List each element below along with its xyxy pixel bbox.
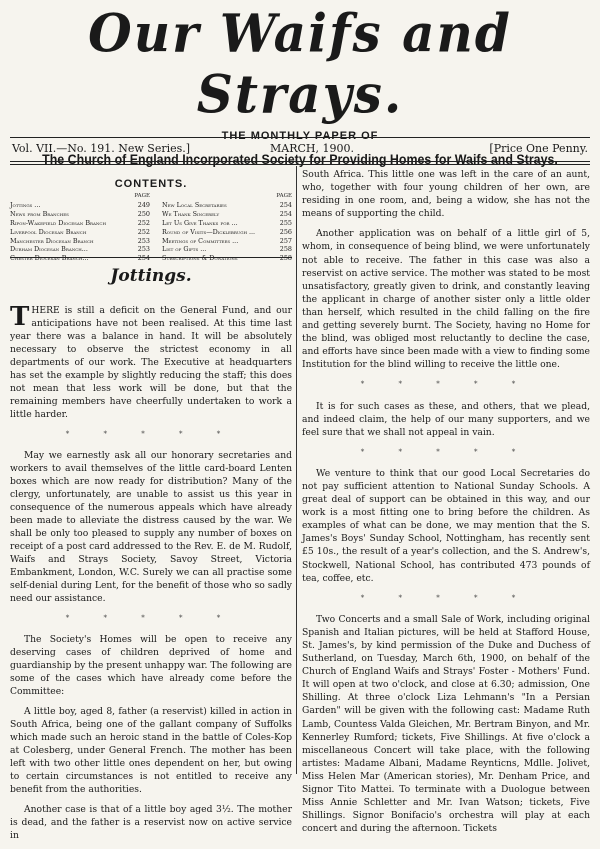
toc-entry: Liverpool Diocesan Branch 252 [10, 227, 150, 236]
toc-entry: Subscriptions & Donations 258 [162, 254, 292, 263]
jottings-title: Jottings. [110, 266, 192, 286]
section-separator: * * * * * [65, 614, 237, 622]
contents-rule [10, 257, 292, 258]
paragraph: Another case is that of a little boy aged 3½. The mother is dead, and the father is a reservist now on active service in [10, 804, 292, 841]
paragraph: South Africa. This little one was left in the care of an aunt, who, together with four young children of her own, are residing in one room, and, being a widow, she has not the means of supporting the child. [302, 169, 590, 220]
issue-rule-top [10, 161, 590, 162]
toc-entry: Round of Visits—Dicklebrugh ... 256 [162, 227, 292, 236]
toc-entry: Durham Diocesan Branch... 253 [10, 245, 150, 254]
left-column-body [10, 304, 292, 849]
toc-entry: Let Us Give Thanks for ... 255 [162, 218, 292, 227]
masthead-title: Our Waifs and Strays. [88, 2, 512, 125]
section-separator: * * * * * [360, 593, 532, 602]
paragraph: We venture to think that our good Local Secretaries do not pay sufficient attention to National Sunday Schools. A great deal of support can be obtained in this way, and our work is a most fitting one to bring before the children. As examples of what can be done, we may mention that the S. James's Boys' Sunday School, Nottingham, has recently sent £5 10s., the result of a year's collection, and the S. Andrew's, Stockwell, National School, has contributed 473 pounds of tea, coffee, etc. [302, 467, 590, 584]
issue-line [12, 142, 588, 160]
paragraph: The Society's Homes will be open to receive any deserving cases of children deprived of home and guardianship by the present unhappy war. The following are some of the cases which have already come before the Committee: [10, 634, 292, 697]
toc-entry: List of Gifts ... 258 [162, 245, 292, 254]
contents-left-column [10, 192, 150, 263]
toc-entry: News from Branches 250 [10, 209, 150, 218]
column-divider [296, 166, 297, 774]
issue-rule-bottom [10, 164, 590, 165]
section-separator: * * * * * [360, 447, 532, 456]
section-separator: * * * * * [360, 380, 532, 389]
toc-entry: Meetings of Committees ... 257 [162, 236, 292, 245]
section-separator: * * * * * [65, 430, 237, 438]
masthead-rule [10, 137, 590, 138]
toc-page-header: PAGE [134, 193, 150, 199]
toc-entry: New Local Secretaries 254 [162, 200, 292, 209]
contents-right-column [162, 192, 292, 263]
paragraph: Two Concerts and a small Sale of Work, including original Spanish and Italian pictures, will be held at Stafford House, St. James's, by kind permission of the Duke and Duchess of Sutherland, on Tuesday, March 6th, 1900, on behalf of the Church of England Waifs and Strays' Foster - Mothers' Fund. It will open at two o'clock, and close at 6.30; admission, One Shilling. At three o'clock Liza Lehmann's "In a Persian Garden" will be given with the following cast: Madame Ruth Lamb, Countess Valda Gleichen, Mr. Bertram Binyon, and Mr. Kennerley Rumford; tickets, Five Shillings. At five o'clock a miscellaneous Concert will take place, with the following artistes: Madame Albani, Madame Reynticns, Mdlle. Jolivet, Miss Helen Mar (American stories), Mr. Denham Price, and Signor Tito Mattei. To terminate with a Duologue between Miss Annie Schletter and Mr. Ivan Watson; tickets, Five Shillings. Signor Bonifacio's orchestra will play at each concert and during the afternoon. Tickets [302, 613, 590, 835]
masthead-organization: The Church of England Incorporated Society for Providing Homes for Waifs and Strays. [42, 152, 558, 167]
paragraph: May we earnestly ask all our honorary secretaries and workers to avail themselves of the little card-board Lenten boxes which are now ready for distribution? Many of the clergy, unfortunately, are unable to assist us this year in consequence of the numerous appeals which have already been made to alleviate the distress caused by the war. We shall be only too pleased to supply any number of boxes on receipt of a post card addressed to the Rev. E. de M. Rudolf, Waifs and Strays Society, Savoy Street, Victoria Embankment, London, W.C. Surely we can all practise some self-denial during Lent, for the benefit of those who so sadly need our assistance. [10, 450, 292, 604]
issue-volume: Vol. VII.—No. 191. New Series.] [12, 142, 191, 155]
contents-box [10, 166, 292, 263]
issue-date: MARCH, 1900. [270, 142, 354, 155]
toc-entry: Chester Diocesan Branch... 254 [10, 254, 150, 263]
drop-cap: T [10, 302, 30, 332]
toc-entry: Ripon-Wakefield Diocesan Branch 252 [10, 218, 150, 227]
toc-page-header: PAGE [276, 193, 292, 199]
toc-entry: We Thank Sincerely 254 [162, 209, 292, 218]
paragraph: Another application was on behalf of a little girl of 5, whom, in consequence of being blind, we were unfortunately not able to receive. The father in this case was also a reservist on active service. The mother was stated to be most unsatisfactory, greatly given to drink, and constantly leaving the applicant in charge of another sister only a little older than herself, which resulted in the child falling on the fire and getting severely burnt. The Society, having no Home for the blind, was obliged most reluctantly to decline the case, and efforts have since been made with a view to finding some Institution for the blind willing to receive the little one. [302, 228, 590, 371]
contents-title: CONTENTS. [114, 178, 188, 190]
toc-entry: Jottings ... 249 [10, 200, 150, 209]
paragraph: THERE is still a deficit on the General Fund, and our anticipations have not been realised. At this time last year there was a balance in hand. It will be absolutely necessary to observe the strictest economy in all departments of our work. The Executive at headquarters has set the example by slightly reducing the staff; this does not mean that less work will be done, but that the remaining members have cheerfully undertaken to work a little harder. [10, 302, 292, 420]
paragraph: It is for such cases as these, and others, that we plead, and indeed claim, the help of our many supporters, and we feel sure that we shall not appeal in vain. [302, 400, 590, 438]
issue-price: [Price One Penny. [489, 142, 588, 155]
masthead-subtitle: THE MONTHLY PAPER OF [221, 130, 379, 142]
paragraph: A little boy, aged 8, father (a reservist) killed in action in South Africa, being one of the gallant company of Suffolks which made such an heroic stand in the battle of Coles-Kop at Colesberg, under General French. The mother has been left with two other little ones dependent on her, but owing to certain circumstances is not entitled to receive any benefit from the authorities. [10, 706, 292, 795]
toc-entry: Manchester Diocesan Branch 253 [10, 236, 150, 245]
right-column-body [302, 168, 590, 842]
